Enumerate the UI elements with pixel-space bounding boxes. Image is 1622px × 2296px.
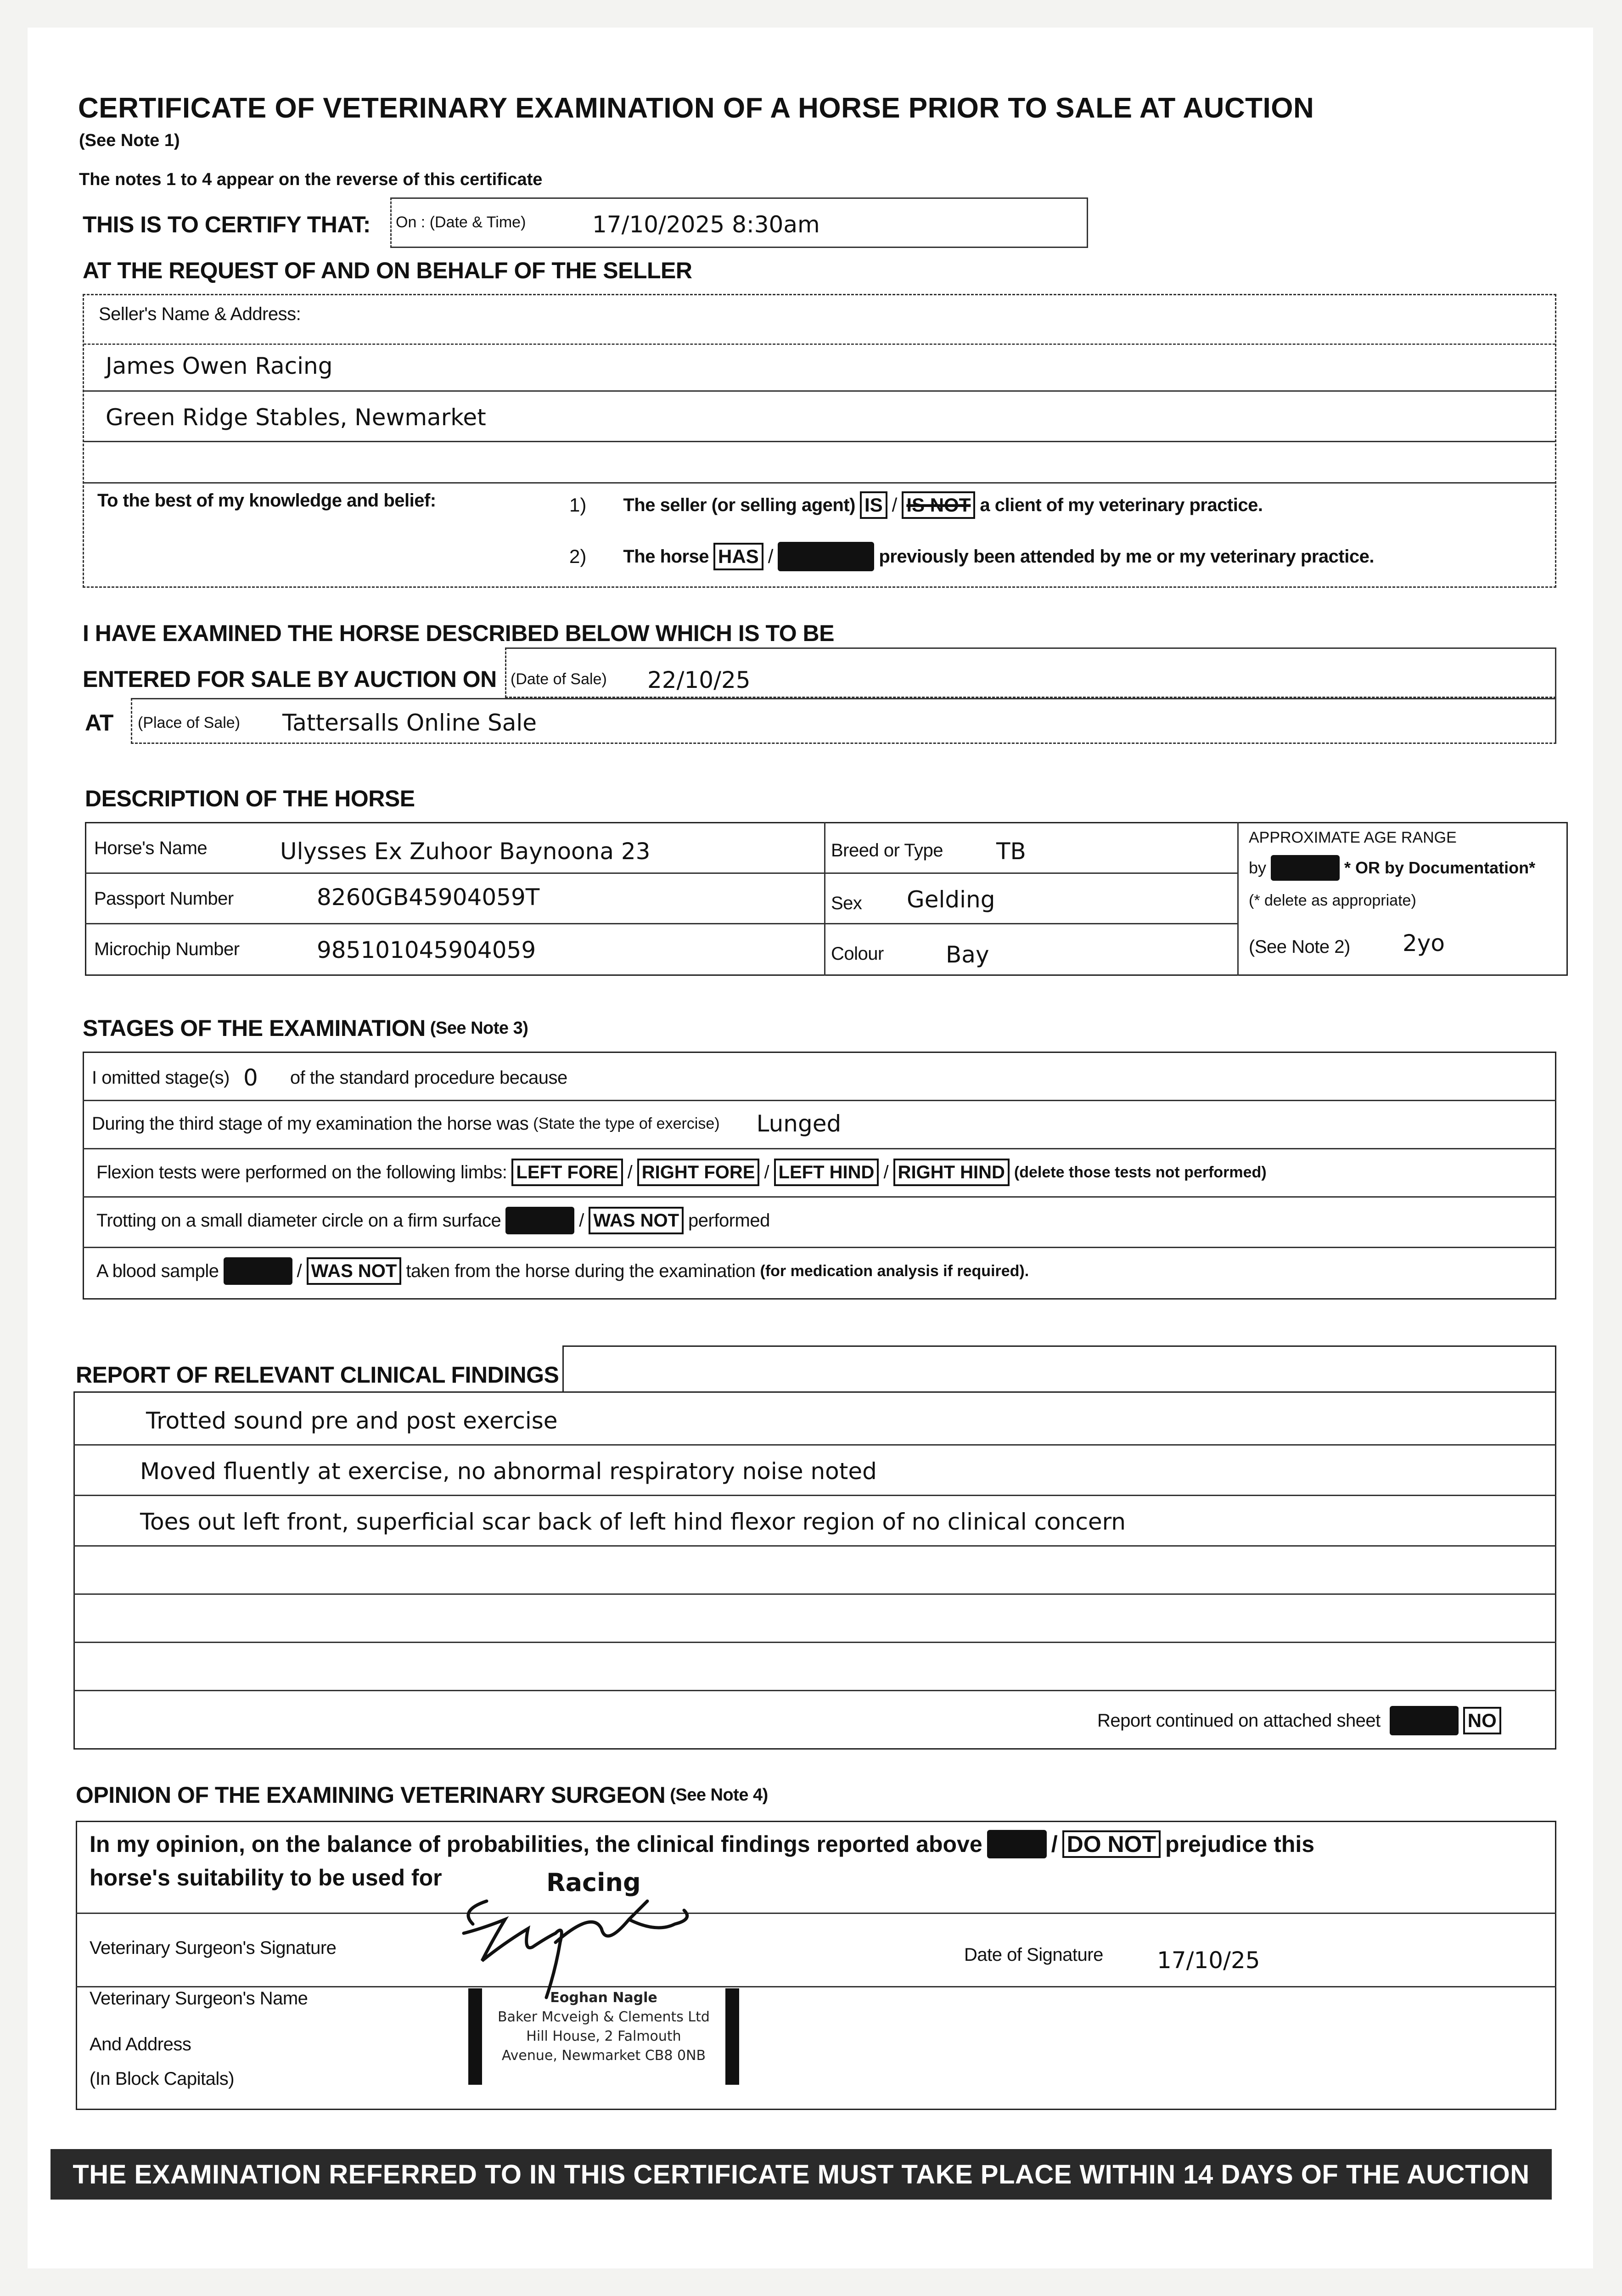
sale-place-label: (Place of Sale) [138,714,240,732]
blood-label: A blood sample [96,1261,219,1281]
opinion-do-not[interactable]: DO NOT [1062,1830,1161,1858]
flexion-tail: (delete those tests not performed) [1014,1163,1267,1181]
third-stage-value: Lunged [756,1110,842,1137]
signature-image [455,1892,739,2002]
trotting-row: Trotting on a small diameter circle on a firm surface / WAS NOT performed [96,1207,770,1234]
stages-heading: STAGES OF THE EXAMINATION [83,1015,426,1041]
third-stage-label: During the third stage of my examination the horse was [92,1113,529,1134]
third-stage-row [92,1110,841,1137]
opinion-text-b: prejudice this [1165,1831,1315,1857]
seller-address-value: Green Ridge Stables, Newmarket [106,404,486,431]
trotting-tail: performed [688,1210,770,1231]
continued-row [1097,1706,1501,1735]
finding-line-1: Trotted sound pre and post exercise [146,1407,558,1434]
signature-stroke [464,1901,687,1998]
item2-has[interactable]: HAS [713,543,763,570]
signature-label: Veterinary Surgeon's Signature [90,1938,337,1958]
third-stage-hint: (State the type of exercise) [533,1114,720,1132]
age-doc-label: by Documentation* [1385,858,1536,877]
microchip-label: Microchip Number [94,939,240,959]
date-signature-value: 17/10/25 [1157,1947,1260,1974]
colour-value: Bay [946,941,989,968]
opinion-use-value: Racing [546,1868,641,1897]
certify-on-label: On : (Date & Time) [396,214,526,231]
sex-value: Gelding [907,886,995,913]
description-heading: DESCRIPTION OF THE HORSE [85,786,415,811]
block-capitals-label: (In Block Capitals) [90,2069,235,2089]
item1-is-not-deleted[interactable]: IS NOT [902,491,975,519]
surgeon-name-label: Veterinary Surgeon's Name [90,1988,308,2009]
stamp-line-3: Hill House, 2 Falmouth [526,2028,681,2044]
redacted-age-method [1271,855,1340,881]
see-note-1: (See Note 1) [79,131,180,150]
opinion-heading-row [76,1782,768,1808]
omitted-label: I omitted stage(s) [92,1067,230,1088]
redacted-continued-yes [1390,1706,1459,1735]
opinion-heading: OPINION OF THE EXAMINING VETERINARY SURGEON [76,1782,666,1808]
continued-label: Report continued on attached sheet [1097,1710,1381,1731]
omitted-row [92,1064,567,1091]
horse-attended-row: 2) The horse HAS / previously been attended by me or my veterinary practice. [569,542,1374,571]
blood-hint: (for medication analysis if required). [760,1262,1029,1280]
date-signature-label: Date of Signature [964,1945,1103,1965]
stamp-line-2: Baker Mcveigh & Clements Ltd [498,2009,710,2025]
stages-note: (See Note 3) [430,1018,528,1038]
seller-heading: AT THE REQUEST OF AND ON BEHALF OF THE SELLER [83,258,692,283]
age-by-label: by [1249,858,1267,877]
stamp-line-1: Eoghan Nagle [550,1990,657,2006]
flexion-row: Flexion tests were performed on the following limbs: LEFT FORE / RIGHT FORE / LEFT HIND / RIGHT HIND (delete those tests not performed) [96,1159,1267,1186]
surgeon-stamp [468,1988,739,2065]
age-value: 2yo [1403,930,1445,957]
certify-label: THIS IS TO CERTIFY THAT: [83,212,370,237]
seller-name-label: Seller's Name & Address: [99,304,301,324]
blood-row: A blood sample / WAS NOT taken from the horse during the examination (for medication analysis if required). [96,1257,1029,1285]
age-note-label: (See Note 2) [1249,937,1350,957]
opinion-line-1: In my opinion, on the balance of probabilities, the clinical findings reported above / DO NOT prejudice this [90,1830,1314,1858]
certify-datetime-value: 17/10/2025 8:30am [592,211,820,238]
stamp-line-4: Avenue, Newmarket CB8 0NB [501,2048,706,2064]
horse-name-label: Horse's Name [94,838,208,858]
knowledge-label: To the best of my knowledge and belief: [97,490,436,511]
blood-was-not[interactable]: WAS NOT [307,1257,402,1285]
limb-right-hind[interactable]: RIGHT HIND [893,1159,1010,1186]
trot-was-not[interactable]: WAS NOT [589,1207,684,1234]
opinion-text-c: horse's suitability to be used for [90,1865,442,1891]
passport-value: 8260GB45904059T [317,884,540,911]
notes-line: The notes 1 to 4 appear on the reverse of this certificate [79,170,543,189]
stages-heading-row [83,1015,528,1041]
seller-name-value: James Owen Racing [106,353,333,379]
age-delete-label: (* delete as appropriate) [1249,892,1416,909]
sale-date-label: (Date of Sale) [511,670,607,688]
limb-left-hind[interactable]: LEFT HIND [774,1159,879,1186]
item1-tail: a client of my veterinary practice. [980,495,1263,515]
item1-is[interactable]: IS [860,491,887,519]
item1-text: The seller (or selling agent) [623,495,855,515]
seller-client-row: 1) The seller (or selling agent) IS / IS NOT a client of my veterinary practice. [569,491,1263,519]
limb-left-fore[interactable]: LEFT FORE [511,1159,623,1186]
redacted-trot-was [505,1207,574,1234]
opinion-text-a: In my opinion, on the balance of probabilities, the clinical findings reported above [90,1831,982,1857]
horse-name-value: Ulysses Ex Zuhoor Baynoona 23 [280,838,651,865]
item1-number: 1) [569,494,587,516]
examined-heading: I HAVE EXAMINED THE HORSE DESCRIBED BELOW WHICH IS TO BE [83,620,834,646]
flexion-label: Flexion tests were performed on the following limbs: [96,1162,507,1182]
item2-text: The horse [623,546,709,567]
surgeon-address-label: And Address [90,2034,191,2054]
item2-number: 2) [569,546,587,567]
omitted-value: 0 [243,1064,258,1091]
footer-banner: THE EXAMINATION REFERRED TO IN THIS CERTIFICATE MUST TAKE PLACE WITHIN 14 DAYS OF THE AUCTION [51,2149,1552,2200]
entered-label: ENTERED FOR SALE BY AUCTION ON [83,666,497,692]
age-or-label: * OR [1344,858,1381,877]
item2-tail: previously been attended by me or my veterinary practice. [879,546,1374,567]
at-label: AT [85,710,113,736]
finding-line-3: Toes out left front, superficial scar back of left hind flexor region of no clinical concern [140,1508,1126,1535]
passport-label: Passport Number [94,889,234,909]
findings-header-box [562,1345,1556,1391]
omitted-tail: of the standard procedure because [290,1067,567,1088]
age-heading: APPROXIMATE AGE RANGE [1249,829,1457,846]
breed-value: TB [996,838,1026,865]
microchip-value: 985101045904059 [317,937,536,963]
age-method-row [1249,855,1535,881]
redacted-has-not [778,542,874,571]
sex-label: Sex [831,893,862,913]
findings-heading: REPORT OF RELEVANT CLINICAL FINDINGS [76,1362,559,1388]
sale-date-value: 22/10/25 [647,667,751,693]
finding-line-2: Moved fluently at exercise, no abnormal respiratory noise noted [140,1458,877,1485]
limb-right-fore[interactable]: RIGHT FORE [637,1159,760,1186]
continued-no[interactable]: NO [1463,1707,1501,1734]
opinion-note: (See Note 4) [670,1785,768,1805]
certificate-title: CERTIFICATE OF VETERINARY EXAMINATION OF A HORSE PRIOR TO SALE AT AUCTION [78,92,1314,124]
redacted-do [987,1830,1047,1858]
colour-label: Colour [831,944,884,964]
sale-place-value: Tattersalls Online Sale [282,709,537,736]
trotting-label: Trotting on a small diameter circle on a firm surface [96,1210,501,1231]
breed-label: Breed or Type [831,840,943,861]
redacted-blood-was [224,1257,292,1285]
blood-tail: taken from the horse during the examination [406,1261,756,1281]
